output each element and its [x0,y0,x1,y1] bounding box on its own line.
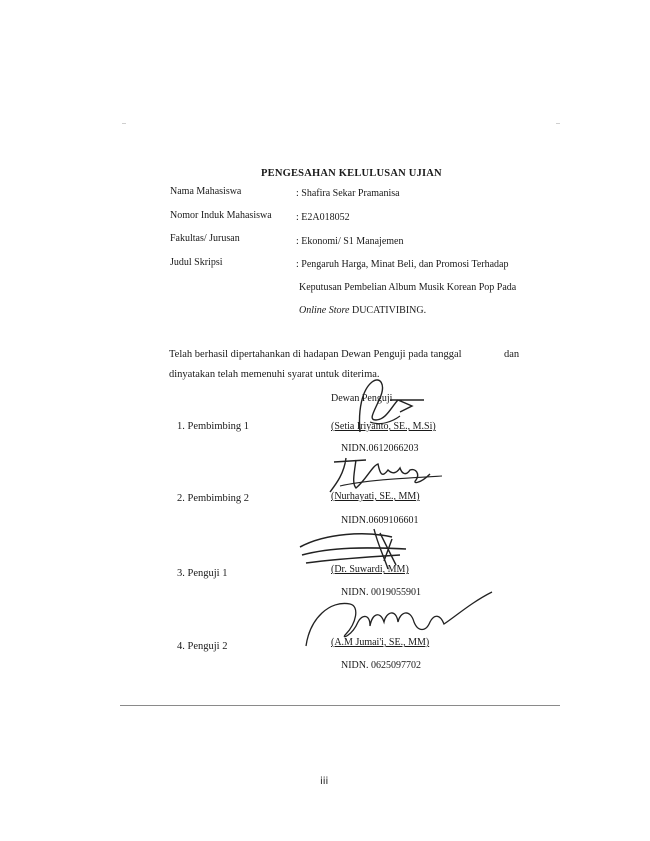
board-label: Dewan Penguji [331,393,393,404]
examiner-role-3: 3. Penguji 1 [177,568,228,579]
scan-mark [556,123,560,124]
page-number: iii [320,776,329,787]
label-nim: Nomor Induk Mahasiswa [170,210,272,221]
label-fakultas: Fakultas/ Jurusan [170,233,240,244]
scan-mark [122,123,126,124]
signature-3-image [296,525,416,575]
examiner-name-3: (Dr. Suwardi, MM) [331,564,409,575]
examiner-nidn-2: NIDN.0609106601 [341,515,419,526]
value-judul: : Pengaruh Harga, Minat Beli, dan Promosi Terhadap [296,259,509,270]
signature-1-image [340,370,430,440]
value-judul-line2: Keputusan Pembelian Album Musik Korean Pop Pada [299,282,517,293]
label-judul: Judul Skripsi [170,257,223,268]
value-nama: : Shafira Sekar Pramanisa [296,188,400,199]
statement-line1: Telah berhasil dipertahankan di hadapan Dewan Penguji pada tanggal [169,349,462,360]
examiner-name-1: (Setia Iriyanto, SE., M.Si) [331,421,436,432]
page-title: PENGESAHAN KELULUSAN UJIAN [261,168,442,179]
examiner-name-2: (Nurhayati, SE., MM) [331,491,420,502]
value-judul-line3 [299,305,426,317]
examiner-name-4: (A.M Jumai'i, SE., MM) [331,637,430,648]
statement-line2: dinyatakan telah memenuhi syarat untuk diterima. [169,369,380,380]
signature-4-image [300,588,495,658]
bottom-rule [120,705,560,706]
examiner-role-2: 2. Pembimbing 2 [177,493,250,504]
examiner-role-4: 4. Penguji 2 [177,641,228,652]
examiner-nidn-1: NIDN.0612066203 [341,443,419,454]
store-name: DUCATIVIBING. [349,305,427,316]
value-nim: : E2A018052 [296,212,350,223]
signature-2-image [326,444,446,504]
statement-dan: dan [504,349,520,360]
examiner-role-1: 1. Pembimbing 1 [177,421,250,432]
online-store-italic: Online Store [299,305,350,316]
value-fakultas: : Ekonomi/ S1 Manajemen [296,236,404,247]
label-nama: Nama Mahasiswa [170,186,242,197]
examiner-nidn-4: NIDN. 0625097702 [341,660,421,671]
examiner-nidn-3: NIDN. 0019055901 [341,587,421,598]
